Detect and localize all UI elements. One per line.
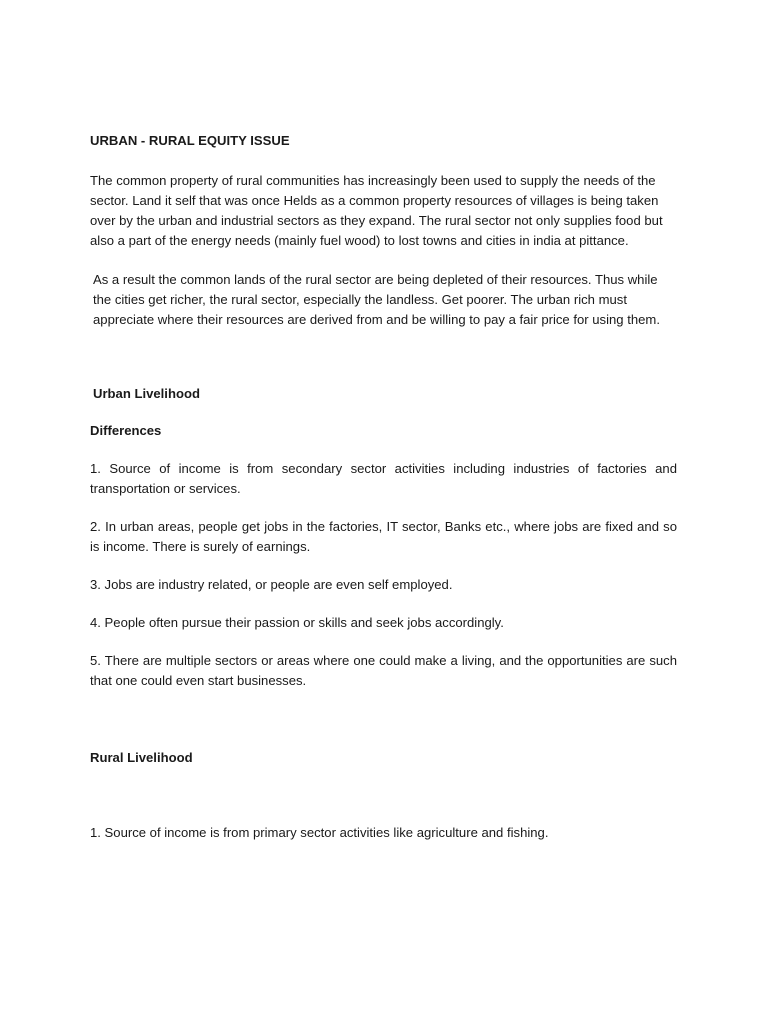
rural-point-1: 1. Source of income is from primary sector activities like agriculture and fishing. — [90, 825, 549, 840]
urban-livelihood-heading: Urban Livelihood — [93, 386, 200, 401]
urban-point-2: 2. In urban areas, people get jobs in the factories, IT sector, Banks etc., where jobs are fixed and so is income. There is surely of earnings. — [90, 519, 677, 554]
intro-paragraph-2: As a result the common lands of the rural sector are being depleted of their resources. Thus while the cities get richer, the rural sector, especially the landless. Get poorer. The urban rich must appreciate where their resources are derived from and be willing to pay a fair price for using them. — [93, 272, 660, 327]
intro-paragraph-1: The common property of rural communities has increasingly been used to supply the needs of the sector. Land it self that was once Helds as a common property resources of villages is being taken over by the urban and industrial sectors as they expand. The rural sector not only supplies food but also a part of the energy needs (mainly fuel wood) to lost towns and cities in india at pittance. — [90, 173, 663, 248]
differences-heading: Differences — [90, 423, 162, 438]
urban-point-3: 3. Jobs are industry related, or people are even self employed. — [90, 577, 453, 592]
urban-point-4: 4. People often pursue their passion or skills and seek jobs accordingly. — [90, 615, 504, 630]
rural-livelihood-heading: Rural Livelihood — [90, 750, 193, 765]
document-body — [90, 131, 677, 843]
document-title: URBAN - RURAL EQUITY ISSUE — [90, 133, 290, 148]
urban-point-5: 5. There are multiple sectors or areas where one could make a living, and the opportunities are such that one could even start businesses. — [90, 653, 677, 688]
urban-point-1: 1. Source of income is from secondary sector activities including industries of factories and transportation or services. — [90, 461, 677, 496]
